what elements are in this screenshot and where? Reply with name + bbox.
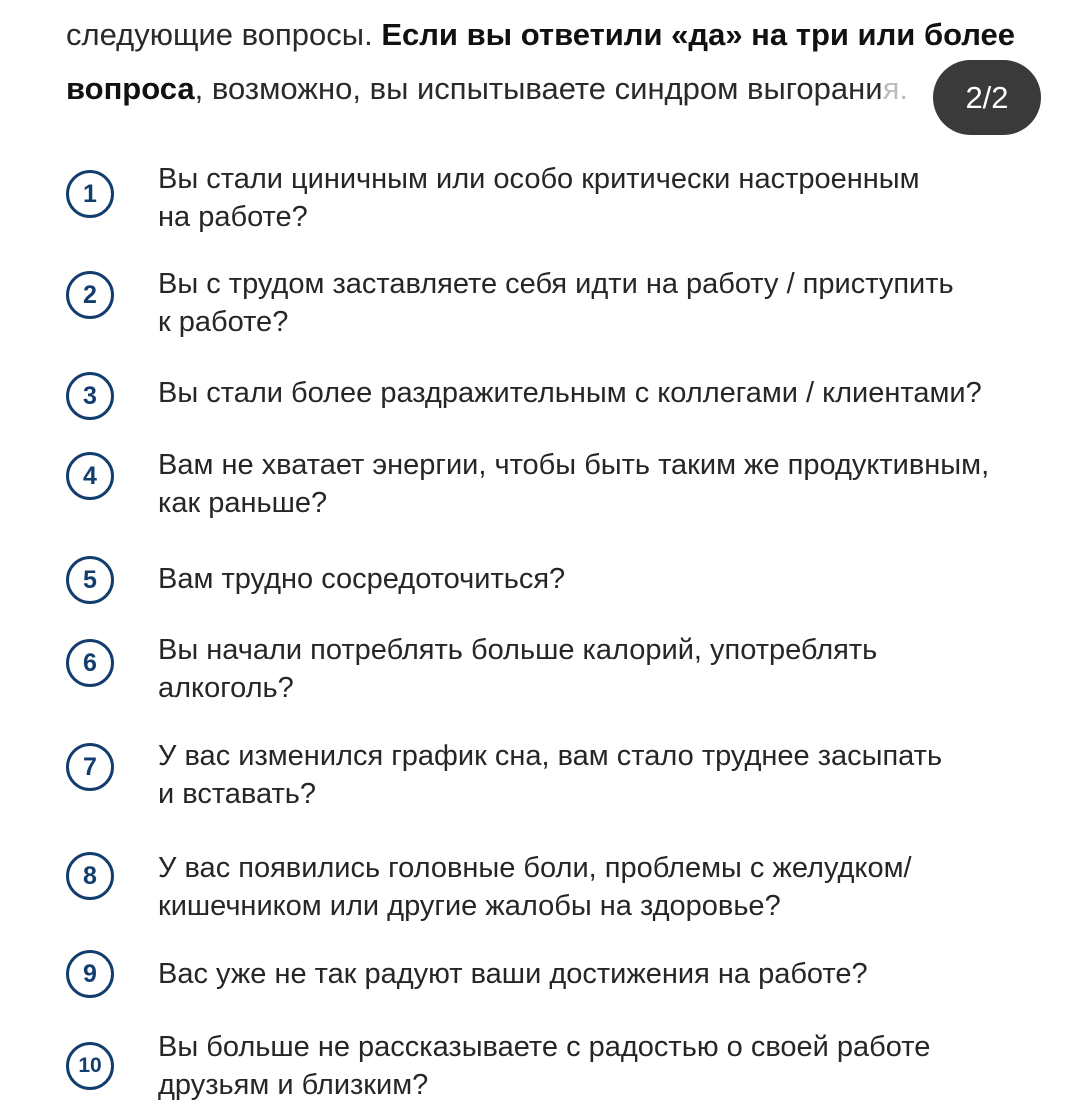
question-text xyxy=(158,160,1063,236)
question-text xyxy=(158,265,1063,341)
intro-text xyxy=(66,8,1056,116)
intro-line-2 xyxy=(66,62,1056,116)
intro-plain-1: следующие вопросы. xyxy=(66,17,382,52)
question-number-badge: 2 xyxy=(66,271,114,319)
question-line-1: Вы больше не рассказываете с радостью о своей работе xyxy=(158,1031,931,1063)
intro-plain-2: , возможно, вы испытываете синдром выгорани xyxy=(194,71,883,106)
question-number-badge: 7 xyxy=(66,743,114,791)
question-line-1: Вас уже не так радуют ваши достижения на работе? xyxy=(158,958,868,990)
question-line-2: и вставать? xyxy=(158,778,317,810)
question-text xyxy=(158,1028,1063,1104)
question-text xyxy=(158,374,1063,412)
intro-faded-text: я. xyxy=(882,71,908,106)
question-text xyxy=(158,849,1063,925)
question-line-2: к работе? xyxy=(158,306,289,338)
intro-bold-1: Если вы ответили «да» на три или более xyxy=(381,17,1016,52)
question-number-badge: 9 xyxy=(66,950,114,998)
page-indicator-badge: 2/2 xyxy=(933,60,1041,135)
question-line-2: кишечником или другие жалобы на здоровье? xyxy=(158,890,781,922)
question-text xyxy=(158,446,1063,522)
question-line-1: Вы начали потреблять больше калорий, употреблять xyxy=(158,634,878,666)
intro-line-1 xyxy=(66,8,1056,62)
question-number-badge: 10 xyxy=(66,1042,114,1090)
question-number-badge: 1 xyxy=(66,170,114,218)
question-line-1: Вам трудно сосредоточиться? xyxy=(158,563,566,595)
question-number-badge: 5 xyxy=(66,556,114,604)
question-line-1: Вы стали циничным или особо критически настроенным xyxy=(158,163,920,195)
question-number-badge: 8 xyxy=(66,852,114,900)
question-text xyxy=(158,955,1063,993)
intro-bold-2: вопроса xyxy=(66,71,195,106)
question-line-2: как раньше? xyxy=(158,487,328,519)
question-line-1: Вам не хватает энергии, чтобы быть таким же продуктивным, xyxy=(158,449,990,481)
question-line-1: У вас появились головные боли, проблемы с желудком/ xyxy=(158,852,912,884)
question-number-badge: 4 xyxy=(66,452,114,500)
question-line-1: Вы стали более раздражительным с коллегами / клиентами? xyxy=(158,377,982,409)
question-line-2: друзьям и близким? xyxy=(158,1069,429,1101)
question-text xyxy=(158,631,1063,707)
question-line-1: У вас изменился график сна, вам стало труднее засыпать xyxy=(158,740,943,772)
question-line-1: Вы с трудом заставляете себя идти на работу / приступить xyxy=(158,268,954,300)
question-number-badge: 6 xyxy=(66,639,114,687)
question-number-badge: 3 xyxy=(66,372,114,420)
question-line-2: алкоголь? xyxy=(158,672,294,704)
question-text xyxy=(158,560,1063,598)
question-text xyxy=(158,737,1063,813)
question-line-2: на работе? xyxy=(158,201,308,233)
